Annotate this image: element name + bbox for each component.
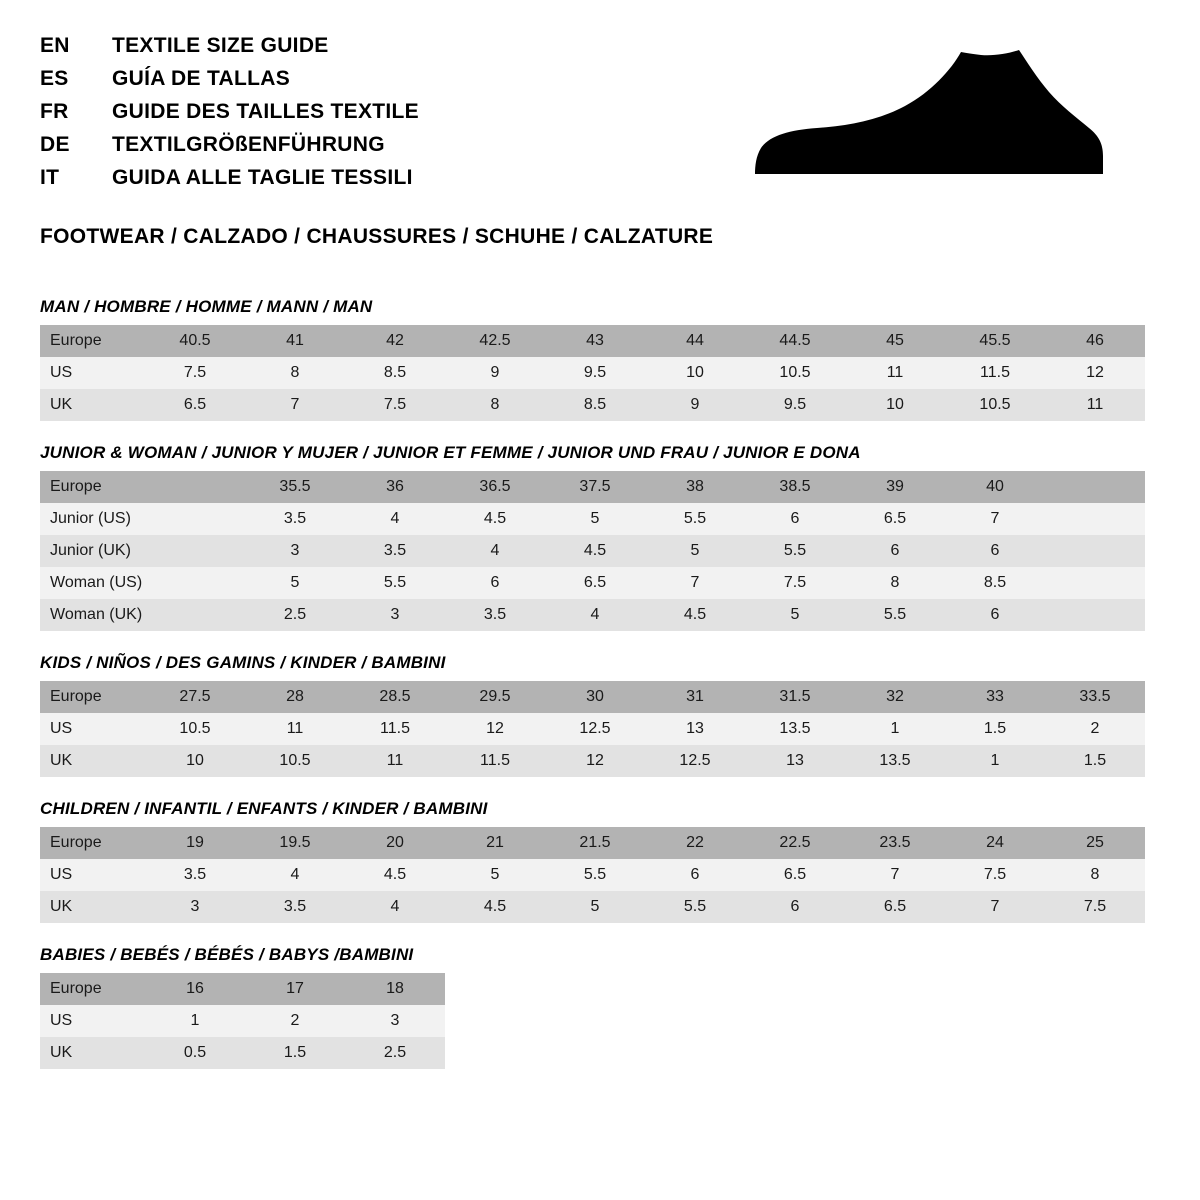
table-row bbox=[40, 325, 1145, 357]
cell: 10 bbox=[845, 389, 945, 421]
section-kids bbox=[40, 653, 1160, 777]
cell: 9 bbox=[445, 357, 545, 389]
cell: 37.5 bbox=[545, 471, 645, 503]
cell: 3.5 bbox=[345, 535, 445, 567]
cell: 11.5 bbox=[445, 745, 545, 777]
row-label: Europe bbox=[40, 973, 145, 1005]
cell bbox=[1045, 535, 1145, 567]
row-label: US bbox=[40, 357, 145, 389]
cell: 22.5 bbox=[745, 827, 845, 859]
cell: 5 bbox=[545, 503, 645, 535]
section-title: MAN / HOMBRE / HOMME / MANN / MAN bbox=[40, 297, 373, 316]
cell: 45 bbox=[845, 325, 945, 357]
cell: 43 bbox=[545, 325, 645, 357]
cell: 8.5 bbox=[545, 389, 645, 421]
cell: 13 bbox=[745, 745, 845, 777]
cell: 9 bbox=[645, 389, 745, 421]
row-label: Junior (UK) bbox=[40, 535, 145, 567]
cell: 1.5 bbox=[945, 713, 1045, 745]
cell: 6 bbox=[745, 503, 845, 535]
size-table-babies bbox=[40, 973, 445, 1069]
cell: 5.5 bbox=[845, 599, 945, 631]
cell: 4 bbox=[445, 535, 545, 567]
cell: 5 bbox=[245, 567, 345, 599]
cell: 6.5 bbox=[845, 503, 945, 535]
cell: 5.5 bbox=[745, 535, 845, 567]
cell: 35.5 bbox=[245, 471, 345, 503]
cell: 8 bbox=[245, 357, 345, 389]
cell: 11 bbox=[1045, 389, 1145, 421]
cell: 6.5 bbox=[145, 389, 245, 421]
cell: 5 bbox=[645, 535, 745, 567]
language-row bbox=[40, 34, 419, 67]
cell: 5.5 bbox=[545, 859, 645, 891]
cell: 3 bbox=[145, 891, 245, 923]
cell bbox=[145, 567, 245, 599]
cell: 7.5 bbox=[345, 389, 445, 421]
size-table-children bbox=[40, 827, 1145, 923]
cell bbox=[1045, 599, 1145, 631]
cell: 10.5 bbox=[745, 357, 845, 389]
size-table-junior-woman bbox=[40, 471, 1145, 631]
row-label: Woman (UK) bbox=[40, 599, 145, 631]
section-children bbox=[40, 799, 1160, 923]
row-label: Europe bbox=[40, 681, 145, 713]
cell: 7.5 bbox=[745, 567, 845, 599]
cell: 23.5 bbox=[845, 827, 945, 859]
cell: 5.5 bbox=[645, 503, 745, 535]
cell bbox=[145, 535, 245, 567]
table-row bbox=[40, 745, 1145, 777]
cell: 7 bbox=[245, 389, 345, 421]
cell: 10.5 bbox=[945, 389, 1045, 421]
cell: 7.5 bbox=[145, 357, 245, 389]
cell: 36 bbox=[345, 471, 445, 503]
cell: 7 bbox=[945, 891, 1045, 923]
table-row bbox=[40, 567, 1145, 599]
cell: 6.5 bbox=[545, 567, 645, 599]
row-label: US bbox=[40, 859, 145, 891]
language-row bbox=[40, 133, 419, 166]
cell: 0.5 bbox=[145, 1037, 245, 1069]
cell: 8 bbox=[1045, 859, 1145, 891]
cell: 3.5 bbox=[145, 859, 245, 891]
cell: 7.5 bbox=[1045, 891, 1145, 923]
cell: 4.5 bbox=[345, 859, 445, 891]
cell: 11 bbox=[345, 745, 445, 777]
table-row bbox=[40, 859, 1145, 891]
row-label: Europe bbox=[40, 325, 145, 357]
cell: 10.5 bbox=[145, 713, 245, 745]
cell bbox=[145, 503, 245, 535]
cell: 6.5 bbox=[845, 891, 945, 923]
cell bbox=[1045, 471, 1145, 503]
row-label: US bbox=[40, 1005, 145, 1037]
cell: 3.5 bbox=[245, 503, 345, 535]
cell: 22 bbox=[645, 827, 745, 859]
cell: 28 bbox=[245, 681, 345, 713]
cell: 44.5 bbox=[745, 325, 845, 357]
language-title: GUIDE DES TAILLES TEXTILE bbox=[112, 100, 419, 123]
cell: 31.5 bbox=[745, 681, 845, 713]
cell: 42 bbox=[345, 325, 445, 357]
cell bbox=[1045, 567, 1145, 599]
language-row bbox=[40, 100, 419, 133]
cell: 4 bbox=[345, 503, 445, 535]
dress-shoe-icon bbox=[755, 44, 1105, 189]
cell: 6 bbox=[945, 535, 1045, 567]
cell: 5 bbox=[745, 599, 845, 631]
table-row bbox=[40, 713, 1145, 745]
cell: 41 bbox=[245, 325, 345, 357]
cell: 17 bbox=[245, 973, 345, 1005]
language-title: TEXTILGRÖßENFÜHRUNG bbox=[112, 133, 385, 156]
cell: 45.5 bbox=[945, 325, 1045, 357]
cell: 12.5 bbox=[645, 745, 745, 777]
language-code: EN bbox=[40, 34, 70, 57]
cell: 11.5 bbox=[345, 713, 445, 745]
table-row bbox=[40, 599, 1145, 631]
cell: 6.5 bbox=[745, 859, 845, 891]
cell: 4 bbox=[345, 891, 445, 923]
cell: 7 bbox=[645, 567, 745, 599]
cell: 4.5 bbox=[445, 503, 545, 535]
footwear-section-title: FOOTWEAR / CALZADO / CHAUSSURES / SCHUHE / CALZATURE bbox=[40, 225, 714, 248]
cell: 46 bbox=[1045, 325, 1145, 357]
cell: 6 bbox=[645, 859, 745, 891]
cell: 7 bbox=[845, 859, 945, 891]
cell: 44 bbox=[645, 325, 745, 357]
table-row bbox=[40, 503, 1145, 535]
table-row bbox=[40, 973, 445, 1005]
row-label: UK bbox=[40, 891, 145, 923]
cell: 11.5 bbox=[945, 357, 1045, 389]
table-row bbox=[40, 681, 1145, 713]
cell: 12.5 bbox=[545, 713, 645, 745]
cell: 27.5 bbox=[145, 681, 245, 713]
row-label: UK bbox=[40, 389, 145, 421]
page-header bbox=[40, 34, 1160, 199]
cell: 3 bbox=[245, 535, 345, 567]
cell: 1 bbox=[145, 1005, 245, 1037]
cell: 30 bbox=[545, 681, 645, 713]
section-babies bbox=[40, 945, 1160, 1069]
section-title: BABIES / BEBÉS / BÉBÉS / BABYS /BAMBINI bbox=[40, 945, 414, 964]
cell: 40 bbox=[945, 471, 1045, 503]
cell: 9.5 bbox=[745, 389, 845, 421]
cell: 4.5 bbox=[445, 891, 545, 923]
cell: 1.5 bbox=[1045, 745, 1145, 777]
cell: 2 bbox=[1045, 713, 1145, 745]
row-label: Junior (US) bbox=[40, 503, 145, 535]
cell bbox=[1045, 503, 1145, 535]
table-row bbox=[40, 827, 1145, 859]
cell: 1 bbox=[845, 713, 945, 745]
cell: 6 bbox=[445, 567, 545, 599]
cell: 21 bbox=[445, 827, 545, 859]
cell: 42.5 bbox=[445, 325, 545, 357]
cell: 4.5 bbox=[645, 599, 745, 631]
cell: 8 bbox=[845, 567, 945, 599]
cell: 5 bbox=[445, 859, 545, 891]
section-title: CHILDREN / INFANTIL / ENFANTS / KINDER / BAMBINI bbox=[40, 799, 488, 818]
cell: 5.5 bbox=[345, 567, 445, 599]
cell: 2.5 bbox=[345, 1037, 445, 1069]
cell: 28.5 bbox=[345, 681, 445, 713]
cell: 10 bbox=[645, 357, 745, 389]
cell: 11 bbox=[245, 713, 345, 745]
cell: 12 bbox=[445, 713, 545, 745]
cell: 1.5 bbox=[245, 1037, 345, 1069]
language-code: FR bbox=[40, 100, 69, 123]
language-title: GUÍA DE TALLAS bbox=[112, 67, 291, 90]
cell: 8.5 bbox=[945, 567, 1045, 599]
cell: 29.5 bbox=[445, 681, 545, 713]
section-man bbox=[40, 297, 1160, 421]
language-title-list bbox=[40, 34, 419, 199]
row-label: UK bbox=[40, 1037, 145, 1069]
cell: 39 bbox=[845, 471, 945, 503]
size-table-kids bbox=[40, 681, 1145, 777]
cell: 4 bbox=[245, 859, 345, 891]
cell: 16 bbox=[145, 973, 245, 1005]
language-code: DE bbox=[40, 133, 70, 156]
cell: 32 bbox=[845, 681, 945, 713]
cell: 3 bbox=[345, 599, 445, 631]
cell: 18 bbox=[345, 973, 445, 1005]
language-title: GUIDA ALLE TAGLIE TESSILI bbox=[112, 166, 413, 189]
row-label: UK bbox=[40, 745, 145, 777]
cell: 5.5 bbox=[645, 891, 745, 923]
language-code: ES bbox=[40, 67, 69, 90]
language-row bbox=[40, 67, 419, 100]
cell: 24 bbox=[945, 827, 1045, 859]
cell: 38.5 bbox=[745, 471, 845, 503]
cell: 3 bbox=[345, 1005, 445, 1037]
cell: 10.5 bbox=[245, 745, 345, 777]
cell: 38 bbox=[645, 471, 745, 503]
size-table-man bbox=[40, 325, 1145, 421]
table-row bbox=[40, 1005, 445, 1037]
cell: 2 bbox=[245, 1005, 345, 1037]
cell: 13.5 bbox=[845, 745, 945, 777]
cell bbox=[145, 599, 245, 631]
cell: 33 bbox=[945, 681, 1045, 713]
cell: 25 bbox=[1045, 827, 1145, 859]
cell: 4.5 bbox=[545, 535, 645, 567]
cell: 40.5 bbox=[145, 325, 245, 357]
cell: 4 bbox=[545, 599, 645, 631]
cell: 13.5 bbox=[745, 713, 845, 745]
row-label: Europe bbox=[40, 471, 145, 503]
cell: 2.5 bbox=[245, 599, 345, 631]
cell: 19 bbox=[145, 827, 245, 859]
table-row bbox=[40, 389, 1145, 421]
cell: 36.5 bbox=[445, 471, 545, 503]
cell: 21.5 bbox=[545, 827, 645, 859]
cell: 6 bbox=[745, 891, 845, 923]
cell: 10 bbox=[145, 745, 245, 777]
language-code: IT bbox=[40, 166, 60, 189]
row-label: US bbox=[40, 713, 145, 745]
table-row bbox=[40, 471, 1145, 503]
cell: 8.5 bbox=[345, 357, 445, 389]
table-row bbox=[40, 1037, 445, 1069]
cell: 8 bbox=[445, 389, 545, 421]
section-junior-woman bbox=[40, 443, 1160, 631]
cell: 20 bbox=[345, 827, 445, 859]
table-row bbox=[40, 357, 1145, 389]
cell: 3.5 bbox=[445, 599, 545, 631]
cell: 5 bbox=[545, 891, 645, 923]
cell bbox=[145, 471, 245, 503]
row-label: Woman (US) bbox=[40, 567, 145, 599]
cell: 12 bbox=[545, 745, 645, 777]
cell: 33.5 bbox=[1045, 681, 1145, 713]
section-title: JUNIOR & WOMAN / JUNIOR Y MUJER / JUNIOR ET FEMME / JUNIOR UND FRAU / JUNIOR E DONA bbox=[40, 443, 861, 462]
cell: 7.5 bbox=[945, 859, 1045, 891]
cell: 6 bbox=[945, 599, 1045, 631]
language-row bbox=[40, 166, 419, 199]
row-label: Europe bbox=[40, 827, 145, 859]
section-title: KIDS / NIÑOS / DES GAMINS / KINDER / BAMBINI bbox=[40, 653, 446, 672]
table-row bbox=[40, 891, 1145, 923]
language-title: TEXTILE SIZE GUIDE bbox=[112, 34, 329, 57]
cell: 31 bbox=[645, 681, 745, 713]
table-row bbox=[40, 535, 1145, 567]
cell: 19.5 bbox=[245, 827, 345, 859]
cell: 9.5 bbox=[545, 357, 645, 389]
cell: 1 bbox=[945, 745, 1045, 777]
cell: 3.5 bbox=[245, 891, 345, 923]
cell: 7 bbox=[945, 503, 1045, 535]
cell: 13 bbox=[645, 713, 745, 745]
cell: 6 bbox=[845, 535, 945, 567]
cell: 11 bbox=[845, 357, 945, 389]
cell: 12 bbox=[1045, 357, 1145, 389]
